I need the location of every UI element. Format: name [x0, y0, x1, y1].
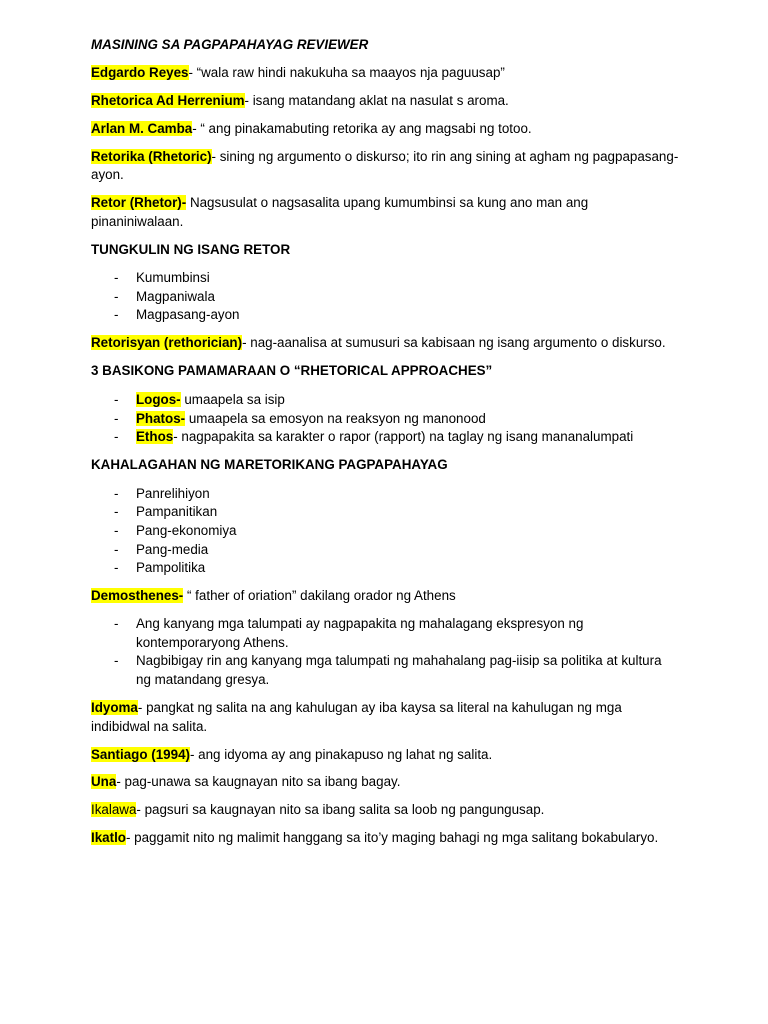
term-highlight: Ikalawa [91, 802, 137, 818]
definition-ikatlo [91, 829, 680, 848]
definition-arlan-camba [91, 120, 680, 139]
term-highlight: Retorika (Rhetoric) [91, 148, 212, 164]
list-item: - Pang-ekonomiya [114, 523, 237, 538]
term-highlight: Retorisyan (rethorician) [91, 335, 243, 351]
term-highlight: Retor (Rhetor)- [91, 195, 187, 211]
definition-text: Nagsusulat o nagsasalita upang kumumbinsi sa kung ano man ang pinaniniwalaan. [91, 195, 589, 229]
definition-retorisyan [91, 334, 680, 353]
section-heading-kahalagahan: KAHALAGAHAN NG MARETORIKANG PAGPAPAHAYAG [91, 457, 448, 473]
term-highlight: Ethos [136, 429, 174, 445]
list-item: - Panrelihiyon [114, 485, 210, 501]
list-item: - Phatos- umaapela sa emosyon na reaksyon ng manonood [114, 410, 486, 426]
list-item: - Nagbibigay rin ang kanyang mga talumpati ng mahahalang pag-iisip sa politika at kultura ng matandang gresya. [114, 653, 662, 687]
list-kahalagahan [91, 485, 680, 578]
definition-text: - “wala raw hindi nakukuha sa maayos nja paguusap” [188, 64, 505, 80]
definition-text: - paggamit nito ng malimit hanggang sa ito’y maging bahagi ng mga salitang bokabularyo. [125, 830, 659, 846]
list-item: - Magpaniwala [114, 288, 215, 304]
list-demosthenes [91, 615, 680, 689]
definition-text: - sining ng argumento o diskurso; ito rin ang sining at agham ng pagpapasang-ayon. [91, 148, 679, 183]
definition-santiago [91, 746, 680, 765]
list-item: - Magpasang-ayon [114, 307, 240, 323]
list-tungkulin [91, 269, 680, 325]
list-item: - Pampanitikan [114, 504, 218, 520]
definition-text: - pangkat ng salita na ang kahulugan ay iba kaysa sa literal na kahulugan ng mga indibidwal na salita. [91, 699, 622, 734]
list-item: - Kumumbinsi [114, 270, 210, 286]
list-item: - Pang-media [114, 541, 209, 557]
definition-demosthenes [91, 587, 680, 606]
definition-retorika [91, 148, 680, 185]
term-highlight: Ikatlo [91, 830, 126, 846]
term-highlight: Arlan M. Camba [91, 120, 193, 136]
definition-text: - ang idyoma ay ang pinakapuso ng lahat ng salita. [189, 746, 493, 762]
list-item: - Logos- umaapela sa isip [114, 392, 285, 408]
definition-rhetorica-ad-herrenium [91, 92, 680, 111]
term-highlight: Idyoma [91, 699, 138, 715]
section-heading-approaches: 3 BASIKONG PAMAMARAAN O “RHETORICAL APPROACHES” [91, 363, 493, 379]
definition-ikalawa [91, 801, 680, 820]
list-approaches [91, 391, 680, 447]
term-highlight: Logos- [136, 392, 181, 408]
term-highlight: Phatos- [136, 410, 186, 426]
definition-edgardo-reyes [91, 64, 680, 83]
term-highlight: Una [91, 774, 117, 790]
definition-text: - “ ang pinakamabuting retorika ay ang magsabi ng totoo. [192, 120, 532, 136]
section-heading-tungkulin: TUNGKULIN NG ISANG RETOR [91, 241, 291, 257]
definition-text: - isang matandang aklat na nasulat s aroma. [244, 92, 509, 108]
definition-text: “ father of oriation” dakilang orador ng Athens [183, 588, 456, 604]
list-item: - Ang kanyang mga talumpati ay nagpapakita ng mahalagang ekspresyon ng kontemporaryong Athens. [114, 616, 584, 650]
definition-text: - nag-aanalisa at sumusuri sa kabisaan ng isang argumento o diskurso. [242, 335, 666, 351]
definition-text: - pag-unawa sa kaugnayan nito sa ibang bagay. [116, 774, 401, 790]
list-item: - Pampolitika [114, 560, 206, 576]
list-item: - Ethos- nagpapakita sa karakter o rapor (rapport) na taglay ng isang mananalumpati [114, 429, 634, 445]
term-highlight: Edgardo Reyes [91, 64, 189, 80]
term-highlight: Demosthenes- [91, 588, 184, 604]
definition-idyoma [91, 699, 680, 736]
term-highlight: Santiago (1994) [91, 746, 190, 762]
document-title: MASINING SA PAGPAPAHAYAG REVIEWER [91, 37, 369, 52]
definition-una [91, 773, 680, 792]
definition-text: - pagsuri sa kaugnayan nito sa ibang salita sa loob ng pangungusap. [136, 802, 545, 818]
definition-retor [91, 194, 680, 231]
term-highlight: Rhetorica Ad Herrenium [91, 92, 245, 108]
